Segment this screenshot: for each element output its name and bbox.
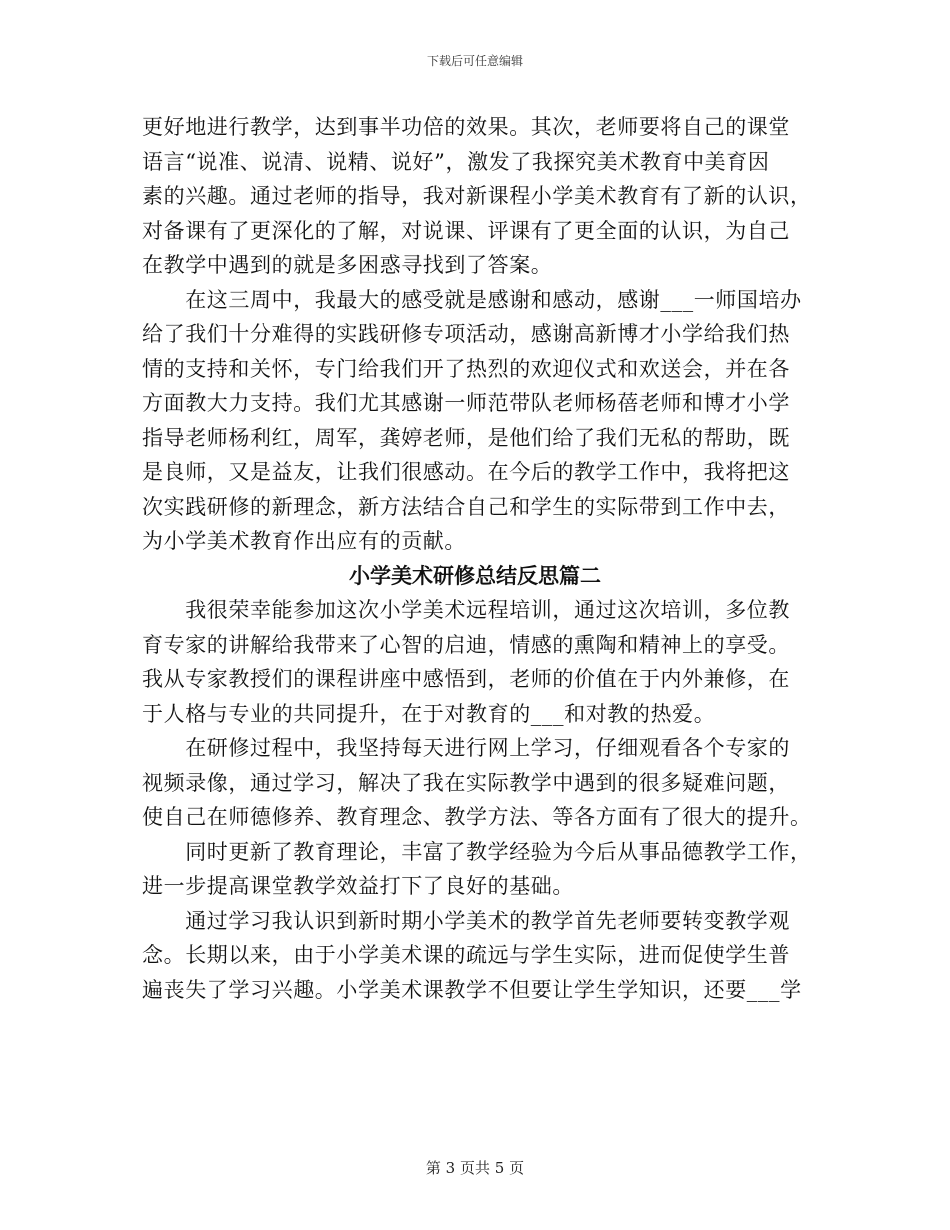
text-line: 给了我们十分难得的实践研修专项活动，感谢高新博才小学给我们热 bbox=[142, 322, 790, 346]
text-line: 在这三周中，我最大的感受就是感谢和感动，感谢___一师国培办 bbox=[142, 287, 802, 312]
text-line: 情的支持和关怀，专门给我们开了热烈的欢迎仪式和欢送会，并在各 bbox=[142, 356, 790, 381]
text-line: 是良师，又是益友，让我们很感动。在今后的教学工作中，我将把这 bbox=[142, 460, 790, 484]
text-line: 对备课有了更深化的了解，对说课、评课有了更全面的认识，为自己 bbox=[142, 218, 790, 243]
text-line: 更好地进行教学，达到事半功倍的效果。其次，老师要将自己的课堂 bbox=[142, 115, 790, 139]
text-line: 语言“说准、说清、说精、说好”，激发了我探究美术教育中美育因 bbox=[142, 149, 770, 174]
text-line: 育专家的讲解给我带来了心智的启迪，情感的熏陶和精神上的享受。 bbox=[142, 632, 790, 657]
text-line: 方面教大力支持。我们尤其感谢一师范带队老师杨蓓老师和博才小学 bbox=[142, 391, 790, 415]
text-line: 同时更新了教育理论，丰富了教学经验为今后从事品德教学工作， bbox=[142, 839, 812, 864]
document-body bbox=[142, 110, 812, 1007]
text-line: 为小学美术教育作出应有的贡献。 bbox=[142, 529, 466, 553]
page-header: 下载后可任意编辑 bbox=[426, 54, 523, 68]
text-line: 念。长期以来，由于小学美术课的疏远与学生实际，进而促使学生普 bbox=[142, 943, 790, 967]
text-line: 我从专家教授们的课程讲座中感悟到，老师的价值在于内外兼修，在 bbox=[142, 667, 790, 691]
text-line: 素的兴趣。通过老师的指导，我对新课程小学美术教育有了新的认识， bbox=[142, 184, 812, 208]
text-line: 指导老师杨利红，周军，龚婷老师，是他们给了我们无私的帮助，既 bbox=[142, 425, 790, 450]
text-line: 通过学习我认识到新时期小学美术的教学首先老师要转变教学观 bbox=[142, 908, 790, 933]
page-number: 第 3 页共 5 页 bbox=[425, 1159, 525, 1177]
text-line: 在教学中遇到的就是多困惑寻找到了答案。 bbox=[142, 253, 553, 277]
text-line: 进一步提高课堂教学效益打下了良好的基础。 bbox=[142, 874, 574, 898]
text-line: 次实践研修的新理念，新方法结合自己和学生的实际带到工作中去， bbox=[142, 494, 790, 519]
text-line: 我很荣幸能参加这次小学美术远程培训，通过这次培训，多位教 bbox=[142, 598, 790, 622]
section-title: 小学美术研修总结反思篇二 bbox=[349, 562, 601, 588]
text-line: 使自己在师德修养、教育理念、教学方法、等各方面有了很大的提升。 bbox=[142, 805, 812, 829]
text-line: 遍丧失了学习兴趣。小学美术课教学不但要让学生学知识，还要___学 bbox=[142, 977, 802, 1002]
text-line: 在研修过程中，我坚持每天进行网上学习，仔细观看各个专家的 bbox=[142, 736, 790, 760]
text-line: 视频录像，通过学习，解决了我在实际教学中遇到的很多疑难问题， bbox=[142, 770, 790, 795]
text-line: 于人格与专业的共同提升，在于对教育的___和对教的热爱。 bbox=[142, 701, 716, 726]
